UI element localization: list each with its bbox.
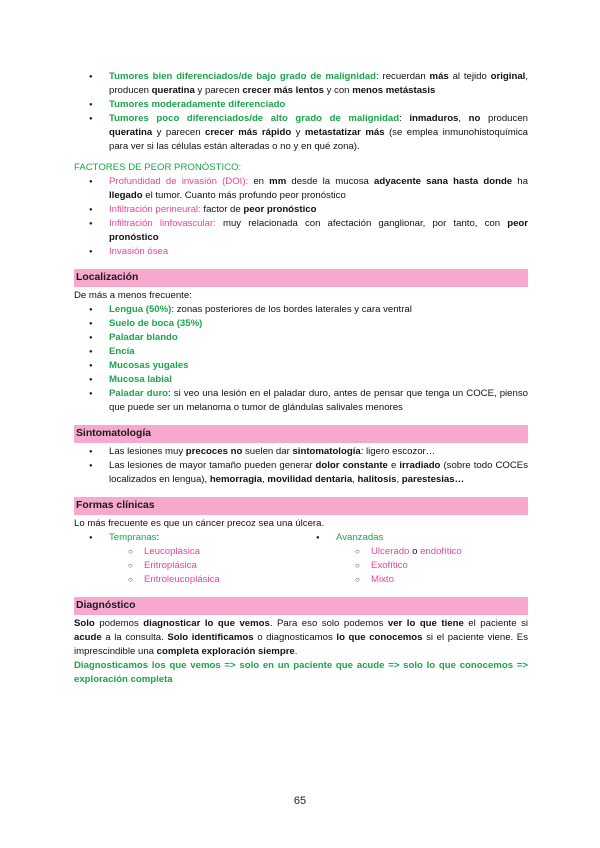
tempranas-column	[74, 531, 301, 587]
list-item: ● Mucosas yugales	[74, 359, 528, 373]
list-item: ● Lengua (50%): zonas posteriores de los bordes laterales y cara ventral	[74, 303, 528, 317]
sub-item: ○ Eritroleucoplásica	[74, 573, 301, 587]
sub-item: ○ Ulcerado o endofítico	[301, 545, 528, 559]
list-item: ● Infiltración perineural: factor de peor pronóstico	[74, 203, 528, 217]
list-item: ● Avanzadas	[301, 531, 528, 545]
diagnostico-summary: Diagnosticamos los que vemos => solo en un paciente que acude => solo lo que conocemos => exploración completa	[74, 660, 528, 685]
list-item: ● Tempranas:	[74, 531, 301, 545]
diagnostico-paragraph: Solo podemos diagnosticar lo que vemos. Para eso solo podemos ver lo que tiene el paciente si acude a la consulta. Solo identificamos o diagnosticamos lo que conocemos si el paciente viene. Es imprescindible una completa exploración siempre.	[74, 618, 528, 657]
formas-columns	[74, 531, 528, 587]
list-item: ● Paladar duro: si veo una lesión en el paladar duro, antes de pensar que tenga un COCE, pienso que puede ser un melanoma o tumor de glándulas salivales menores	[74, 387, 528, 415]
list-item: ● Infiltración linfovascular: muy relacionada con afectación ganglionar, por tanto, con peor pronóstico	[74, 217, 528, 245]
sub-item: ○ Eritroplásica	[74, 559, 301, 573]
list-item: ● Mucosa labial	[74, 373, 528, 387]
list-item: ● Las lesiones de mayor tamaño pueden generar dolor constante e irradiado (sobre todo COCEs localizados en lengua), hemorragia, movilidad dentaria, halitosis, parestesias…	[74, 459, 528, 487]
list-item: ● Encía	[74, 345, 528, 359]
section-heading-formas: Formas clínicas	[74, 497, 528, 515]
sub-item: ○ Leucoplásica	[74, 545, 301, 559]
factores-title: FACTORES DE PEOR PRONÓSTICO:	[74, 162, 242, 173]
sub-item: ○ Mixto	[301, 573, 528, 587]
list-item: ● Tumores bien diferenciados/de bajo grado de malignidad: recuerdan más al tejido original, producen queratina y parecen crecer más lentos y con menos metástasis	[74, 70, 528, 98]
list-item: ● Paladar blando	[74, 331, 528, 345]
list-item: ● Profundidad de invasión (DOI): en mm desde la mucosa adyacente sana hasta donde ha llegado el tumor. Cuanto más profundo peor pronóstico	[74, 175, 528, 203]
avanzadas-column	[301, 531, 528, 587]
section-heading-sintomatologia: Sintomatología	[74, 425, 528, 443]
page-number: 65	[293, 795, 307, 807]
term: Tumores bien diferenciados/de bajo grado de malignidad	[109, 71, 376, 82]
section-heading-localizacion: Localización	[74, 269, 528, 287]
list-item: ● Las lesiones muy precoces no suelen dar sintomatología: ligero escozor…	[74, 445, 528, 459]
section-heading-diagnostico: Diagnóstico	[74, 597, 528, 615]
localizacion-intro: De más a menos frecuente:	[74, 290, 192, 301]
list-item: ● Tumores poco diferenciados/de alto grado de malignidad: inmaduros, no producen queratina y parecen crecer más rápido y metastatizar más (se emplea inmunohistoquímica para ver si las células están alteradas o no y en qué zona).	[74, 112, 528, 154]
page-content	[74, 70, 528, 687]
list-item	[74, 98, 528, 112]
term: Tumores moderadamente diferenciado	[109, 99, 286, 110]
list-item: ● Invasión ósea	[74, 245, 528, 259]
list-item: ● Suelo de boca (35%)	[74, 317, 528, 331]
formas-intro: Lo más frecuente es que un cáncer precoz sea una úlcera.	[74, 518, 325, 529]
sub-item: ○ Exofítico	[301, 559, 528, 573]
term: Tumores poco diferenciados/de alto grado de malignidad	[109, 113, 400, 124]
